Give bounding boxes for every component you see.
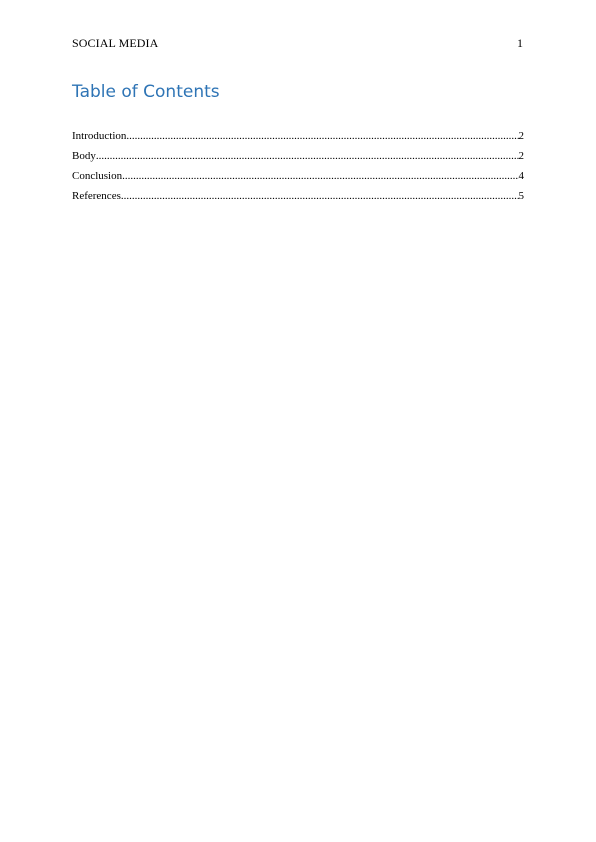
toc-entry-label: Body <box>72 150 96 162</box>
toc-dot-leader <box>126 126 518 146</box>
toc-entry-conclusion[interactable] <box>72 166 524 186</box>
toc-dot-leader <box>122 166 518 186</box>
page-number: 1 <box>517 36 523 50</box>
toc-dot-leader <box>121 186 519 206</box>
toc-entry-body[interactable] <box>72 146 524 166</box>
toc-entry-page: 5 <box>518 190 524 202</box>
toc-entry-label: Introduction <box>72 130 127 142</box>
toc-entry-references[interactable] <box>72 186 524 206</box>
toc-heading: Table of Contents <box>72 82 220 102</box>
toc-entry-label: Conclusion <box>72 170 123 182</box>
table-of-contents <box>72 126 524 206</box>
toc-entry-page: 2 <box>518 150 524 162</box>
running-head-title: SOCIAL MEDIA <box>72 36 159 50</box>
toc-entry-page: 2 <box>518 130 524 142</box>
toc-entry-label: References <box>72 190 121 202</box>
toc-entry-introduction[interactable] <box>72 126 524 146</box>
toc-dot-leader <box>96 146 519 166</box>
toc-entry-page: 4 <box>518 170 524 182</box>
page-header <box>72 36 524 52</box>
